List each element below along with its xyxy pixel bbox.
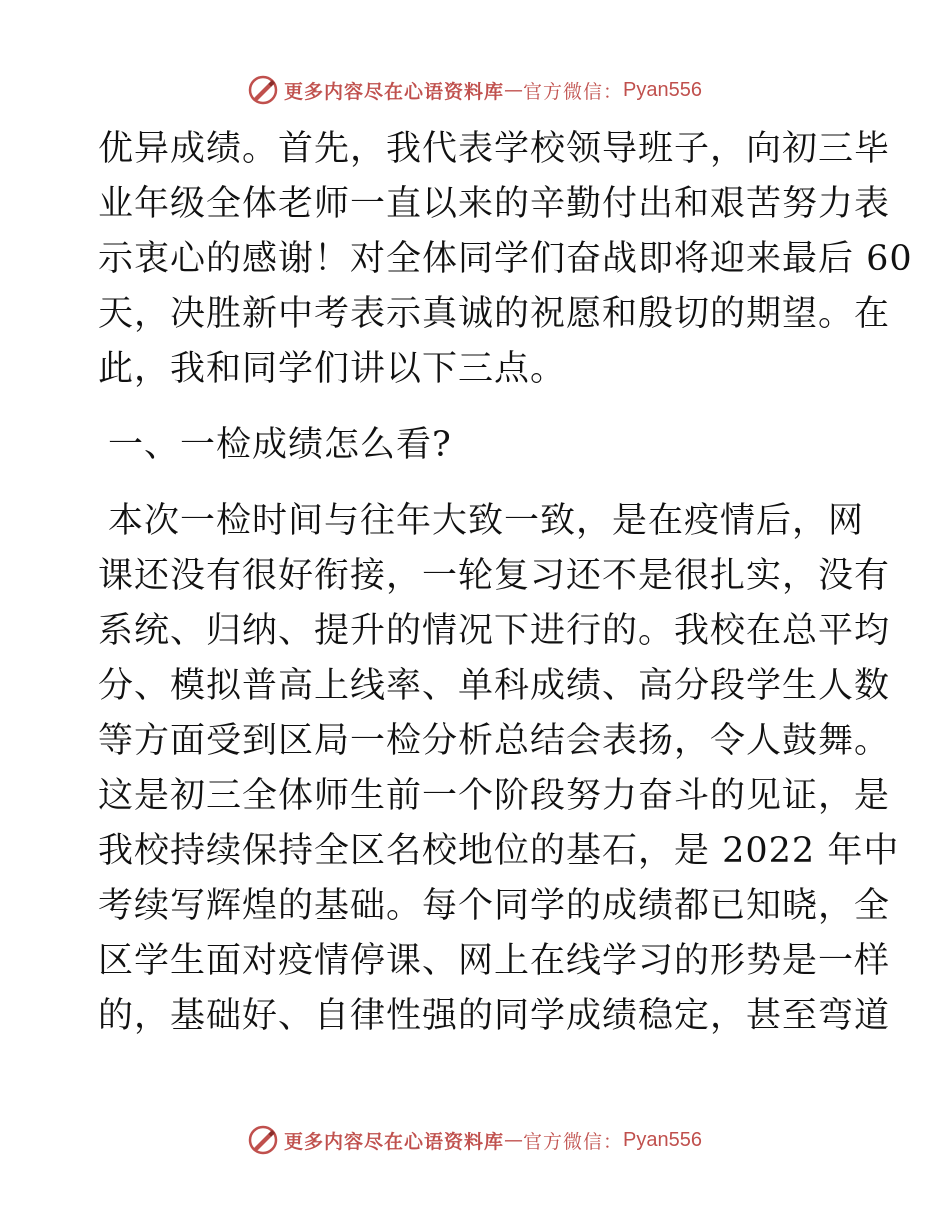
paragraph-1 [98, 122, 913, 397]
text-line: 系统、归纳、提升的情况下进行的。我校在总平均 [98, 611, 891, 651]
text-line: 这是初三全体师生前一个阶段努力奋斗的见证，是 [98, 776, 891, 816]
header-banner [0, 70, 950, 110]
library-text: 更多内容尽在心语资料库 [284, 1130, 505, 1153]
text-line: 示衷心的感谢！对全体同学们奋战即将迎来最后 60 [98, 239, 913, 279]
banner-separator: — [504, 79, 524, 101]
text-line: 天，决胜新中考表示真诚的祝愿和殷切的期望。在 [98, 294, 891, 334]
paragraph-2 [98, 494, 900, 1044]
pen-logo-icon [248, 75, 278, 105]
text-line: 此，我和同学们讲以下三点。 [98, 349, 567, 389]
wechat-id: Pyan556 [623, 1128, 702, 1151]
wechat-label: 官方微信： [523, 1130, 624, 1153]
text-line: 考续写辉煌的基础。每个同学的成绩都已知晓，全 [98, 886, 891, 926]
text-line: 业年级全体老师一直以来的辛勤付出和艰苦努力表 [98, 184, 891, 224]
banner-separator: — [504, 1129, 524, 1151]
text-line: 区学生面对疫情停课、网上在线学习的形势是一样 [98, 941, 891, 981]
text-line: 的，基础好、自律性强的同学成绩稳定，甚至弯道 [98, 996, 891, 1036]
text-line: 我校持续保持全区名校地位的基石，是 2022 年中 [98, 831, 900, 871]
pen-logo-icon [248, 1125, 278, 1155]
library-text: 更多内容尽在心语资料库 [284, 80, 505, 103]
text-line: 分、模拟普高上线率、单科成绩、高分段学生人数 [98, 666, 891, 706]
wechat-id: Pyan556 [623, 78, 702, 101]
text-line: 等方面受到区局一检分析总结会表扬，令人鼓舞。 [98, 721, 891, 761]
text-line: 优异成绩。首先，我代表学校领导班子，向初三毕 [98, 129, 891, 169]
text-line: 本次一检时间与往年大致一致，是在疫情后，网 [108, 501, 865, 541]
section-heading: 一、一检成绩怎么看? [108, 425, 452, 465]
wechat-label: 官方微信： [523, 80, 624, 103]
document-body [98, 122, 913, 1044]
footer-banner [0, 1120, 950, 1160]
text-line: 课还没有很好衔接，一轮复习还不是很扎实，没有 [98, 556, 891, 596]
